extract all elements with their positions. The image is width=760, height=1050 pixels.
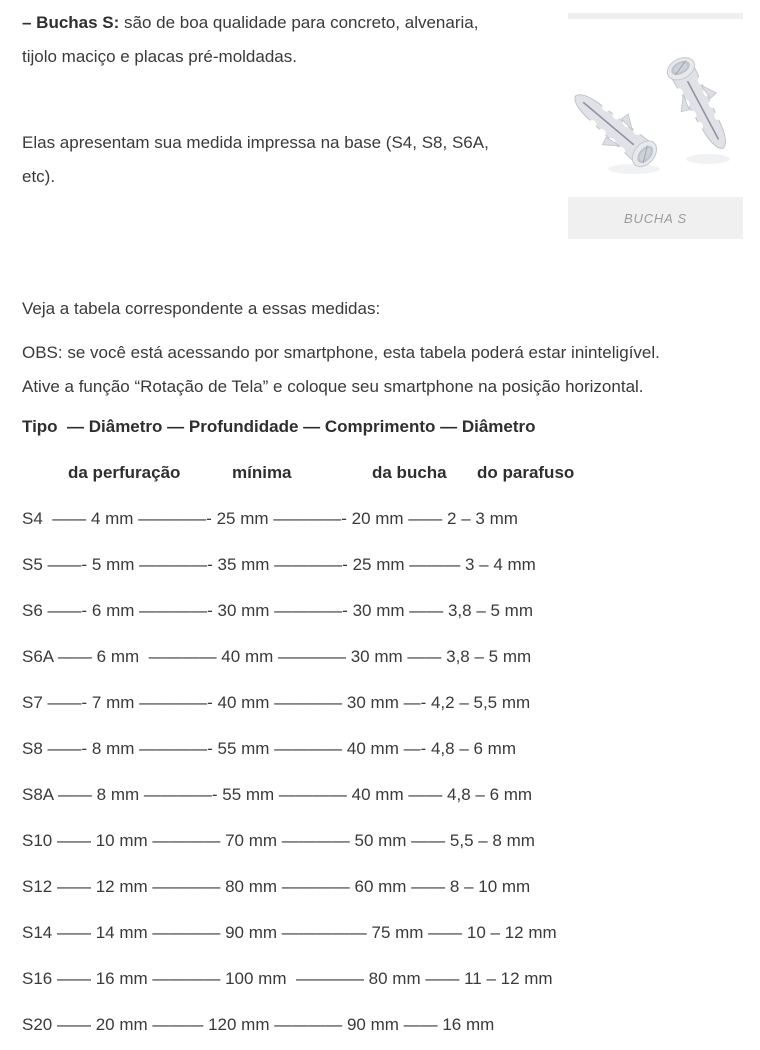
paragraph-text: etc). [22,167,56,186]
table-row: S5 ——- 5 mm ————- 35 mm ————- 25 mm ——— 3 – 4 mm [22,555,536,574]
paragraph-lead-in-bold: – Buchas S: [22,13,120,32]
paragraph-text: Elas apresentam sua medida impressa na base (S4, S8, S6A, [22,133,489,152]
measure-note-paragraph [22,126,567,194]
table-lead-paragraph: Veja a tabela correspondente a essas medidas: [22,299,381,318]
table-row: S16 —— 16 mm ———— 100 mm ———— 80 mm —— 11 – 12 mm [22,969,553,988]
column-subheader: mínima [232,463,292,482]
product-figure [568,13,743,239]
table-row: S8 ——- 8 mm ————- 55 mm ———— 40 mm —- 4,8 – 6 mm [22,739,517,758]
table-row: S7 ——- 7 mm ————- 40 mm ———— 30 mm —- 4,2 – 5,5 mm [22,693,531,712]
smartphone-obs-paragraph [22,336,738,404]
paragraph-text: tijolo maciço e placas pré-moldadas. [22,47,297,66]
table-row: S6 ——- 6 mm ————- 30 mm ————- 30 mm —— 3,8 – 5 mm [22,601,534,620]
table-header-line2 [22,450,738,496]
article-content [0,6,760,1048]
previous-block-remnant-bar [568,13,743,19]
table-row: S6A —— 6 mm ———— 40 mm ———— 30 mm —— 3,8 – 5 mm [22,647,532,666]
column-subheader: da bucha [372,463,447,482]
table-header-line1: Tipo — Diâmetro — Profundidade — Comprimento — Diâmetro [22,417,536,436]
paragraph-text: são de boa qualidade para concreto, alvenaria, [119,13,479,32]
table-row: S12 —— 12 mm ———— 80 mm ———— 60 mm —— 8 – 10 mm [22,877,531,896]
figure-caption: BUCHA S [568,197,743,239]
table-row: S8A —— 8 mm ————- 55 mm ———— 40 mm —— 4,8 – 6 mm [22,785,533,804]
intro-paragraph [22,6,567,74]
paragraph-text: OBS: se você está acessando por smartphone, esta tabela poderá estar ininteligível. [22,343,660,362]
table-row: S10 —— 10 mm ———— 70 mm ———— 50 mm —— 5,5 – 8 mm [22,831,535,850]
table-row: S14 —— 14 mm ———— 90 mm ————— 75 mm —— 10 – 12 mm [22,923,557,942]
measurements-table [22,404,738,1048]
table-row: S20 —— 20 mm ——— 120 mm ———— 90 mm —— 16 mm [22,1015,495,1034]
wall-anchors-image [568,27,743,197]
column-subheader: da perfuração [68,463,181,482]
column-subheader: do parafuso [477,463,575,482]
table-row: S4 —— 4 mm ————- 25 mm ————- 20 mm —— 2 – 3 mm [22,509,518,528]
paragraph-text: Ative a função “Rotação de Tela” e coloque seu smartphone na posição horizontal. [22,377,644,396]
